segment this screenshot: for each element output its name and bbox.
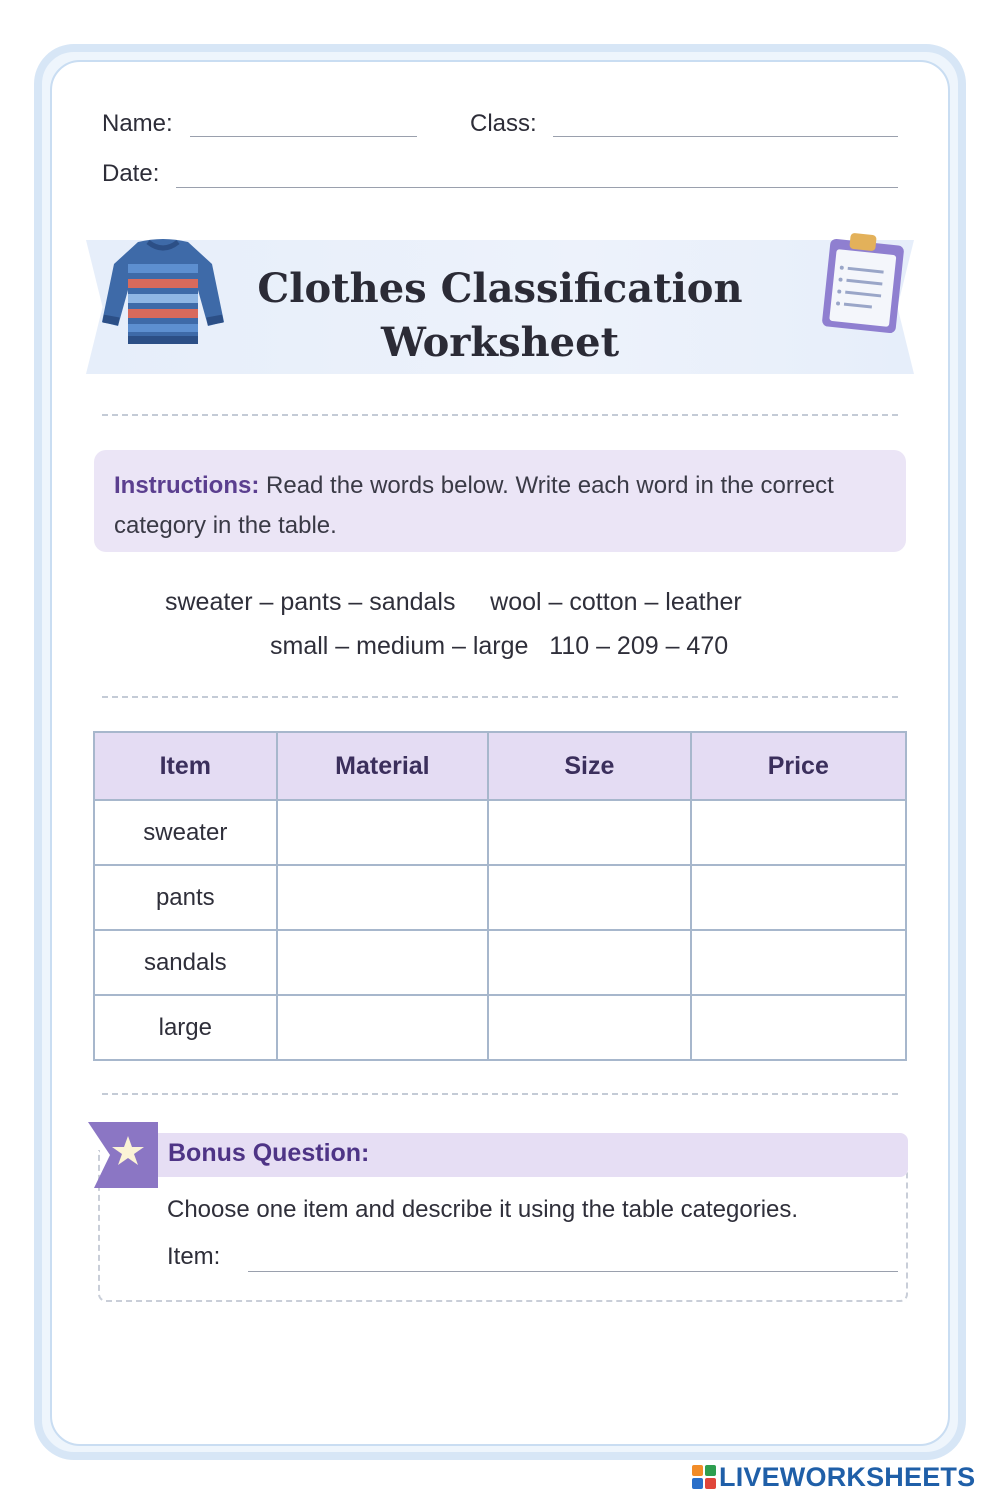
bonus-item-field[interactable] (248, 1271, 898, 1272)
material-cell[interactable] (277, 865, 489, 930)
table-row (94, 995, 906, 1060)
material-cell[interactable] (277, 800, 489, 865)
size-cell[interactable] (488, 800, 690, 865)
star-flag-icon (88, 1122, 160, 1190)
table-row (94, 930, 906, 995)
header-material: Material (277, 732, 489, 800)
header-item: Item (94, 732, 277, 800)
item-label: Item: (167, 1243, 221, 1270)
price-cell[interactable] (691, 865, 906, 930)
price-cell[interactable] (691, 930, 906, 995)
header-price: Price (691, 732, 906, 800)
bonus-title: Bonus Question: (168, 1139, 370, 1167)
divider (102, 414, 898, 416)
name-field[interactable] (190, 136, 417, 137)
word-bank-line-2: small – medium – large 110 – 209 – 470 (270, 632, 729, 660)
price-cell[interactable] (691, 800, 906, 865)
table-row (94, 865, 906, 930)
word-bank-line-1: sweater – pants – sandals wool – cotton – leather (165, 588, 742, 616)
item-cell: pants (94, 865, 277, 930)
instructions-label: Instructions: (114, 472, 260, 499)
bonus-prompt: Choose one item and describe it using the table categories. (167, 1196, 799, 1223)
clipboard-icon (816, 230, 908, 334)
size-cell[interactable] (488, 930, 690, 995)
class-label: Class: (470, 110, 537, 137)
date-label: Date: (102, 160, 160, 187)
table-header-row (94, 732, 906, 800)
liveworksheets-logo-icon (692, 1465, 716, 1489)
brand-logo (692, 1460, 975, 1494)
item-cell: sandals (94, 930, 277, 995)
material-cell[interactable] (277, 930, 489, 995)
brand-name: LIVEWORKSHEETS (719, 1461, 976, 1492)
price-cell[interactable] (691, 995, 906, 1060)
date-field[interactable] (176, 187, 898, 188)
name-label: Name: (102, 110, 173, 137)
instructions-text: Read the words below. Write each word in the correct category in the table. (114, 472, 834, 539)
header-size: Size (488, 732, 690, 800)
instructions-box (94, 450, 906, 552)
title-line-1: Clothes Classification (257, 265, 743, 312)
size-cell[interactable] (488, 865, 690, 930)
classification-table (93, 731, 907, 1061)
page-title (200, 262, 800, 370)
size-cell[interactable] (488, 995, 690, 1060)
item-cell: large (94, 995, 277, 1060)
class-field[interactable] (553, 136, 898, 137)
title-line-2: Worksheet (380, 319, 620, 366)
divider (102, 696, 898, 698)
material-cell[interactable] (277, 995, 489, 1060)
item-cell: sweater (94, 800, 277, 865)
table-row (94, 800, 906, 865)
divider (102, 1093, 898, 1095)
